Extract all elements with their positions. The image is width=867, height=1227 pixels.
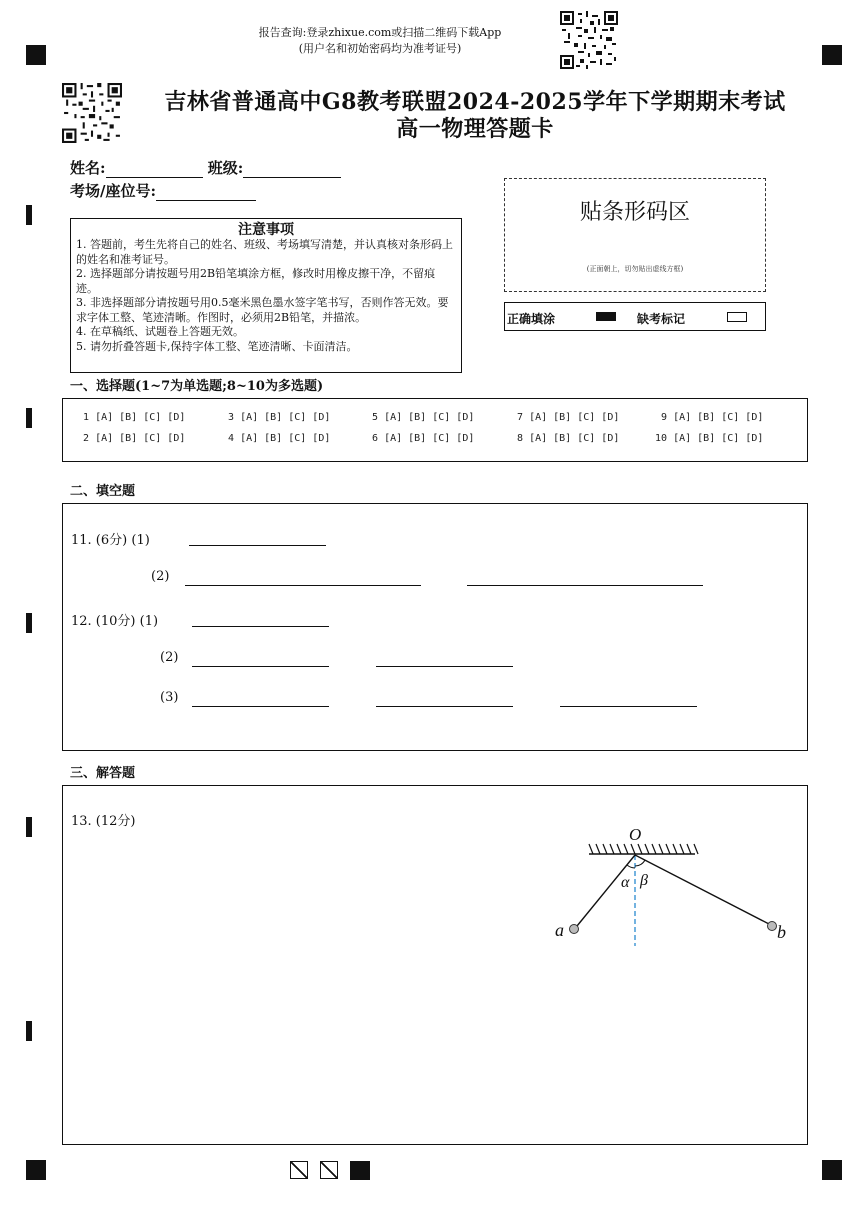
notes-item: 1. 答题前，考生先将自己的姓名、班级、考场填写清楚，并认真核对条形码上的姓名和准考证号。	[76, 238, 453, 266]
choice-num: 2	[83, 433, 90, 444]
q12-answer3c[interactable]	[560, 706, 697, 707]
barcode-hint: (正面朝上，切勿贴出虚线方框)	[586, 265, 684, 273]
corner-mark-br	[822, 1160, 842, 1180]
timing-mark	[26, 1021, 32, 1041]
q12-answer1[interactable]	[192, 626, 329, 627]
notes-item: 3. 非选择题部分请按题号用0.5毫米黑色墨水签字笔书写，否则作答无效。要求字体工整、笔迹清晰。作图时，必须用2B铅笔，并描浓。	[76, 296, 449, 324]
notes-title: 注意事项	[238, 222, 294, 238]
q12-answer2b[interactable]	[376, 666, 513, 667]
q11-number: 11. (6分)	[71, 533, 128, 548]
q12-part1: (1)	[139, 614, 159, 629]
choice-num: 4	[228, 433, 235, 444]
choice-opts: [A] [B] [C] [D]	[95, 433, 186, 444]
choice-num: 7	[517, 412, 524, 423]
q12-answer3a[interactable]	[192, 706, 329, 707]
choice-opts: [A] [B] [C] [D]	[384, 412, 475, 423]
q11-answer2b[interactable]	[467, 585, 703, 586]
q12-number: 12. (10分)	[71, 614, 136, 629]
barcode-area	[504, 178, 766, 292]
timing-mark	[26, 408, 32, 428]
choice-opts: [A] [B] [C] [D]	[95, 412, 186, 423]
page-mark-crossed-1	[290, 1161, 308, 1179]
exam-title: 吉林省普通高中G8教考联盟2024-2025学年下学期期末考试	[164, 89, 786, 115]
label-alpha: α	[621, 874, 630, 891]
report-query-note	[210, 25, 550, 57]
correct-fill-label: 正确填涂	[507, 312, 556, 326]
q12-part3: (3)	[160, 690, 179, 705]
choice-opts: [A] [B] [C] [D]	[240, 433, 331, 444]
exam-seat-field	[70, 180, 256, 201]
choice-q5[interactable]	[372, 412, 474, 423]
answer-box-q13[interactable]	[62, 785, 808, 1145]
q11-part1: (1)	[131, 533, 150, 548]
corner-mark-bl	[26, 1160, 46, 1180]
notes-item: 5. 请勿折叠答题卡,保持字体工整、笔迹清晰、卡面清洁。	[76, 339, 358, 353]
choice-num: 3	[228, 412, 235, 423]
choice-opts: [A] [B] [C] [D]	[384, 433, 475, 444]
choice-num: 6	[372, 433, 379, 444]
choice-q8[interactable]	[517, 433, 619, 444]
qr-code-top	[560, 11, 618, 69]
timing-mark	[26, 613, 32, 633]
q12-label	[71, 610, 158, 629]
choice-opts: [A] [B] [C] [D]	[240, 412, 331, 423]
absent-mark-box[interactable]	[727, 312, 747, 322]
report-query-line2: (用户名和初始密码均为准考证号)	[298, 42, 462, 55]
exam-subtitle: 高一物理答题卡	[396, 116, 554, 142]
choice-opts: [A] [B] [C] [D]	[673, 412, 764, 423]
q11-label	[71, 529, 150, 548]
choice-box	[62, 398, 808, 462]
choice-q10[interactable]	[655, 433, 763, 444]
q11-part2: (2)	[151, 569, 170, 584]
q12-answer2a[interactable]	[192, 666, 329, 667]
choice-num: 8	[517, 433, 524, 444]
name-field	[70, 157, 341, 178]
choice-q6[interactable]	[372, 433, 474, 444]
exam-seat-input[interactable]	[156, 182, 256, 201]
choice-q3[interactable]	[228, 412, 330, 423]
choice-opts: [A] [B] [C] [D]	[529, 412, 620, 423]
fill-legend	[504, 302, 766, 331]
exam-seat-label: 考场/座位号:	[70, 182, 157, 200]
q11-answer1[interactable]	[189, 545, 326, 546]
choice-num: 9	[661, 412, 668, 423]
choice-q2[interactable]	[83, 433, 185, 444]
timing-mark	[26, 205, 32, 225]
pendulum-figure	[543, 818, 793, 948]
label-beta: β	[640, 872, 648, 889]
choice-num: 5	[372, 412, 379, 423]
choice-q1[interactable]	[83, 412, 185, 423]
class-input[interactable]	[243, 159, 341, 178]
report-query-line1: 报告查询:登录zhixue.com或扫描二维码下载App	[258, 26, 502, 39]
timing-mark	[26, 817, 32, 837]
q13-label: 13. (12分)	[71, 814, 136, 829]
correct-fill-sample	[596, 312, 616, 321]
label-O: O	[629, 825, 642, 844]
section-choice-title: 一、选择题(1~7为单选题;8~10为多选题)	[70, 379, 324, 394]
choice-q4[interactable]	[228, 433, 330, 444]
notes-item: 2. 选择题部分请按题号用2B铅笔填涂方框，修改时用橡皮擦干净，不留痕迹。	[76, 267, 436, 295]
corner-mark-tl	[26, 45, 46, 65]
label-b: b	[777, 922, 786, 942]
choice-opts: [A] [B] [C] [D]	[529, 433, 620, 444]
barcode-title: 贴条形码区	[579, 200, 690, 225]
class-label: 班级:	[207, 159, 244, 177]
choice-num: 10	[655, 433, 668, 444]
section-fill-title: 二、填空题	[70, 484, 136, 499]
page-mark-filled	[350, 1161, 370, 1180]
absent-mark-label: 缺考标记	[637, 312, 686, 326]
name-input[interactable]	[106, 159, 203, 178]
choice-num: 1	[83, 412, 90, 423]
q12-part2: (2)	[160, 650, 179, 665]
notes-item: 4. 在草稿纸、试题卷上答题无效。	[76, 325, 244, 338]
qr-code-left	[62, 83, 122, 143]
section-answer-title: 三、解答题	[70, 766, 136, 781]
notes-box	[70, 218, 462, 373]
fill-box	[62, 503, 808, 751]
label-a: a	[555, 920, 564, 940]
choice-q9[interactable]	[661, 412, 763, 423]
name-label: 姓名:	[70, 159, 106, 177]
q11-answer2a[interactable]	[185, 585, 421, 586]
q12-answer3b[interactable]	[376, 706, 513, 707]
choice-opts: [A] [B] [C] [D]	[673, 433, 764, 444]
page-mark-crossed-2	[320, 1161, 338, 1179]
corner-mark-tr	[822, 45, 842, 65]
choice-q7[interactable]	[517, 412, 619, 423]
